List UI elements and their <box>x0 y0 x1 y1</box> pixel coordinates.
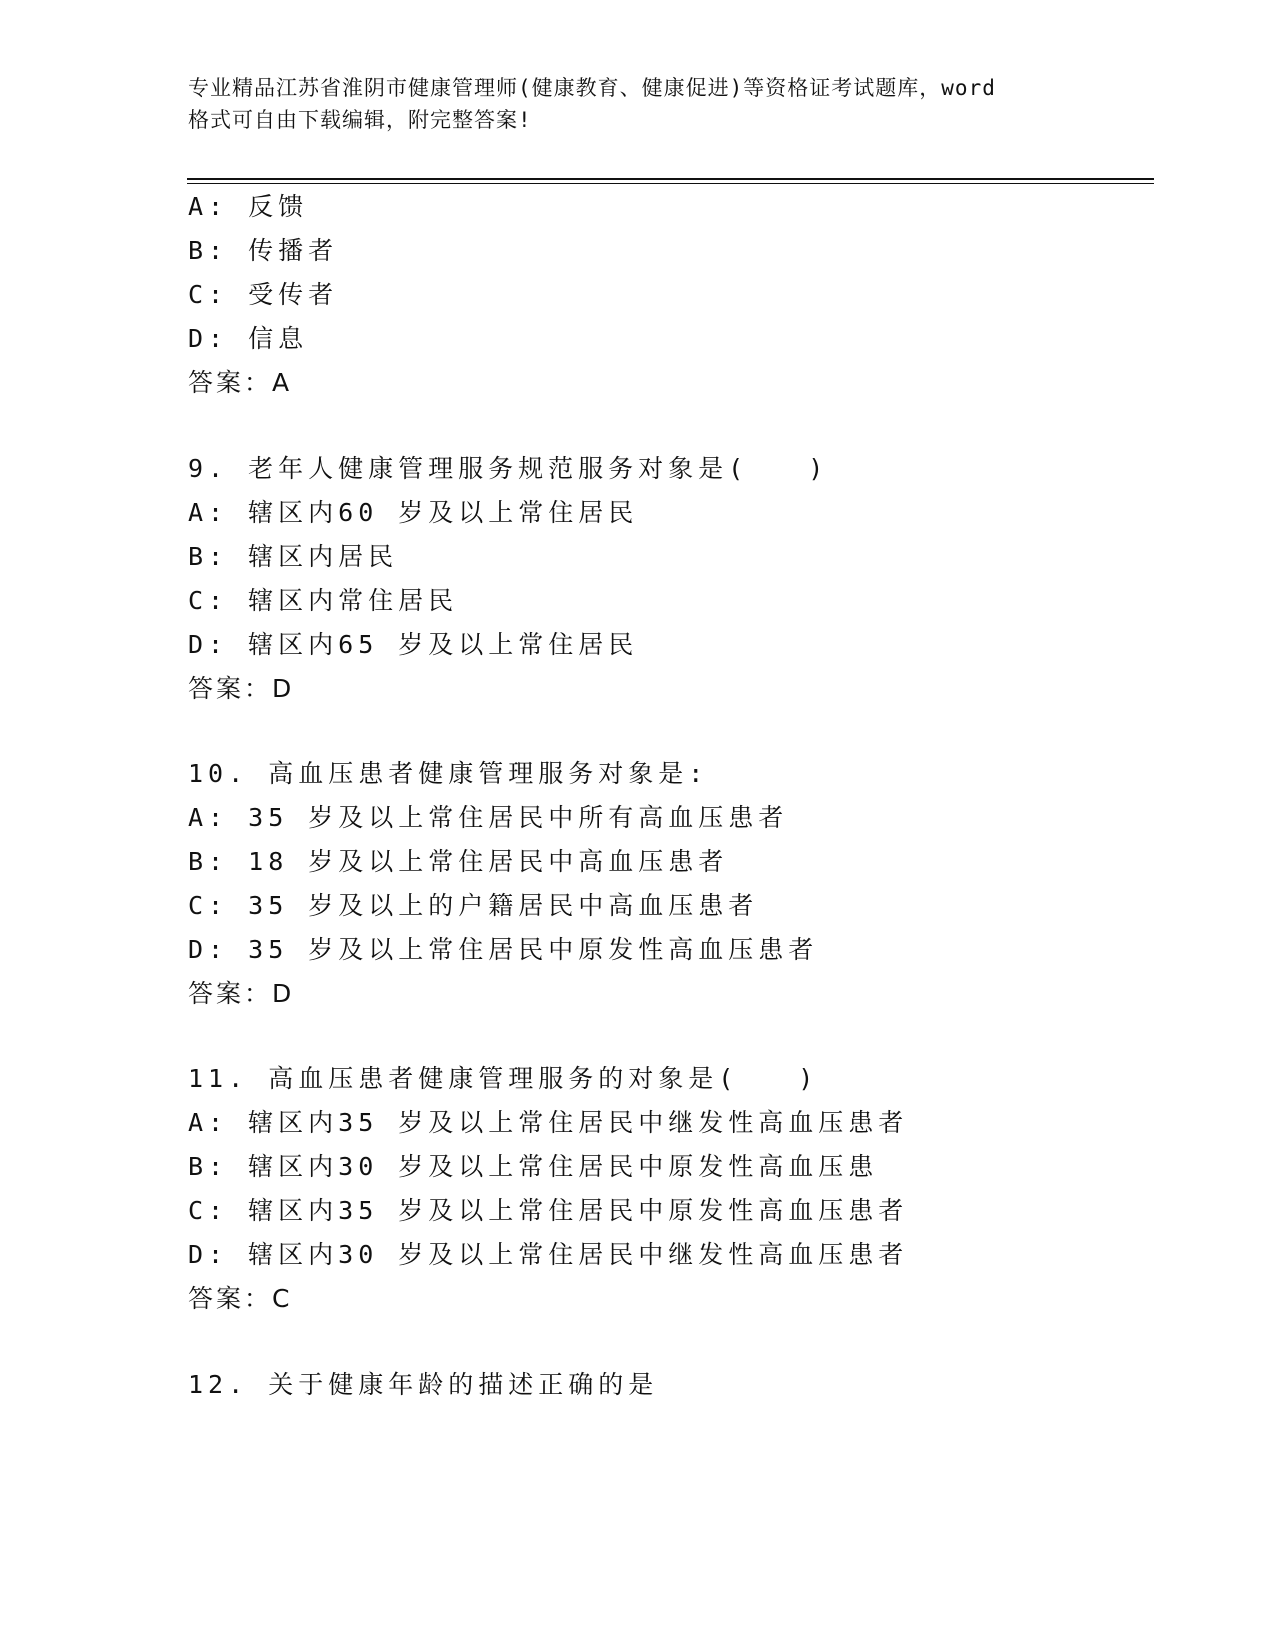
question-12: 12. 关于健康年龄的描述正确的是 <box>188 1370 659 1399</box>
header-divider <box>187 178 1154 180</box>
option-b: B: 传播者 <box>188 236 339 265</box>
question-9: 9. 老年人健康管理服务规范服务对象是( ) <box>188 454 829 483</box>
option-b: B: 辖区内30 岁及以上常住居民中原发性高血压患 <box>188 1152 879 1181</box>
option-d: D: 辖区内30 岁及以上常住居民中继发性高血压患者 <box>188 1240 909 1269</box>
answer-label: 答案： <box>188 368 273 397</box>
answer-label: 答案： <box>188 979 273 1008</box>
answer-label: 答案： <box>188 674 273 703</box>
option-c: C: 受传者 <box>188 280 339 309</box>
option-c: C: 辖区内常住居民 <box>188 586 459 615</box>
question-11: 11. 高血压患者健康管理服务的对象是( ) <box>188 1064 819 1093</box>
answer-line <box>188 672 292 706</box>
answer-value: C <box>272 1284 291 1313</box>
question-10: 10. 高血压患者健康管理服务对象是: <box>188 759 709 788</box>
option-d: D: 辖区内65 岁及以上常住居民 <box>188 630 639 659</box>
option-a: A: 辖区内60 岁及以上常住居民 <box>188 498 639 527</box>
header-line-2: 格式可自由下载编辑，附完整答案! <box>188 108 532 132</box>
answer-value: D <box>272 674 293 703</box>
answer-line <box>188 977 292 1011</box>
option-c: C: 辖区内35 岁及以上常住居民中原发性高血压患者 <box>188 1196 909 1225</box>
option-a: A: 辖区内35 岁及以上常住居民中继发性高血压患者 <box>188 1108 909 1137</box>
option-d: D: 35 岁及以上常住居民中原发性高血压患者 <box>188 935 819 964</box>
option-a: A: 反馈 <box>188 192 309 221</box>
option-b: B: 辖区内居民 <box>188 542 399 571</box>
option-b: B: 18 岁及以上常住居民中高血压患者 <box>188 847 729 876</box>
header-line-1: 专业精品江苏省淮阴市健康管理师(健康教育、健康促进)等资格证考试题库，word <box>188 76 996 100</box>
option-d: D: 信息 <box>188 324 309 353</box>
answer-value: A <box>272 368 291 397</box>
answer-label: 答案： <box>188 1284 273 1313</box>
answer-line <box>188 1282 290 1316</box>
answer-value: D <box>272 979 293 1008</box>
option-c: C: 35 岁及以上的户籍居民中高血压患者 <box>188 891 759 920</box>
header-divider-thin <box>187 183 1154 184</box>
document-header <box>188 72 1088 136</box>
answer-line <box>188 366 290 400</box>
option-a: A: 35 岁及以上常住居民中所有高血压患者 <box>188 803 789 832</box>
